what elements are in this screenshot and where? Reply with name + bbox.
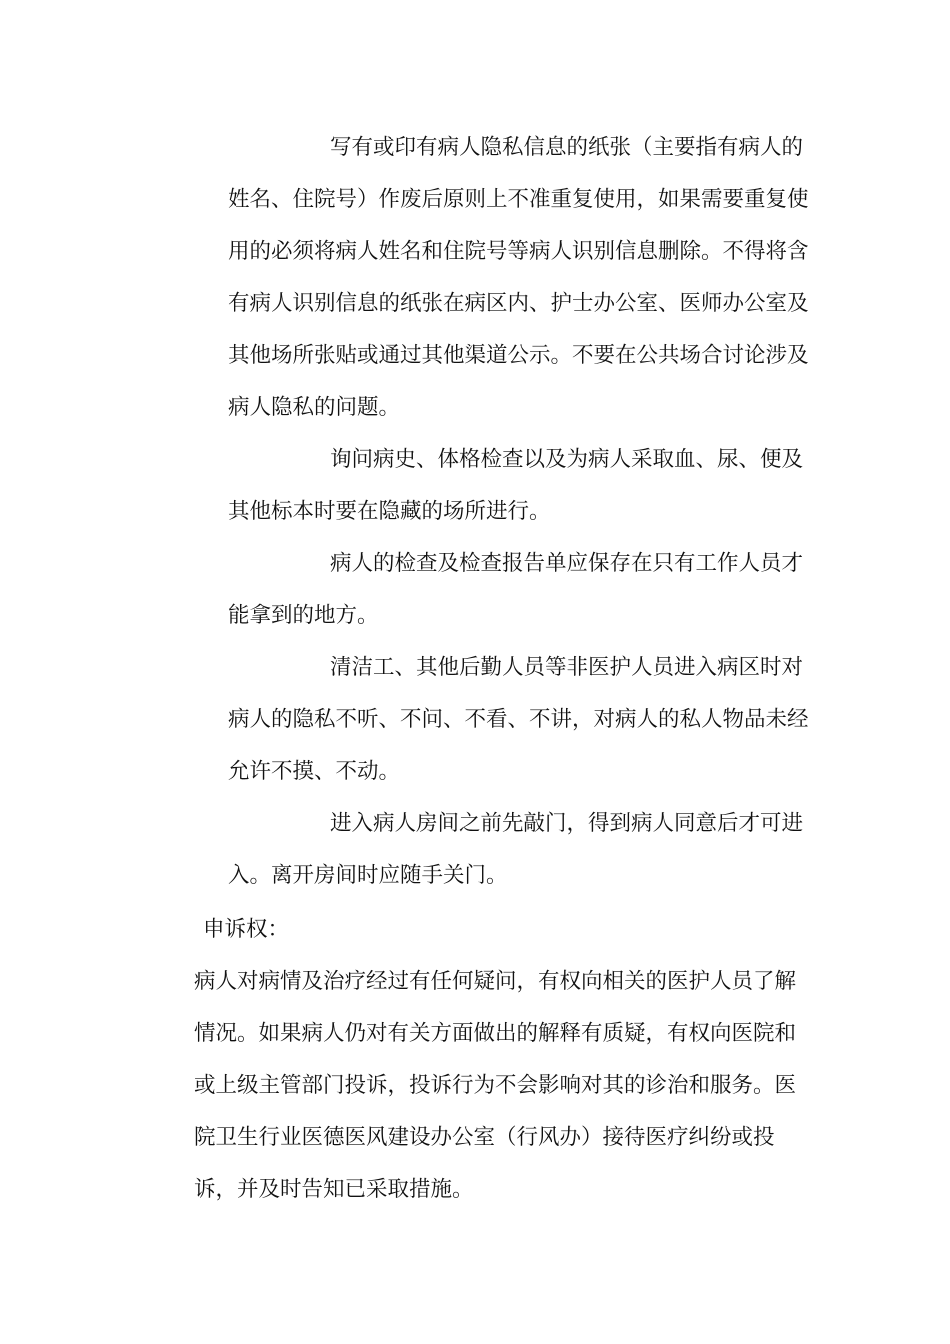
- privacy-rule-support-staff: 清洁工、其他后勤人员等非医护人员进入病区时对病人的隐私不听、不问、不看、不讲，对病人的私人物品未经允许不摸、不动。: [228, 655, 809, 784]
- privacy-rule-paper-records: 写有或印有病人隐私信息的纸张（主要指有病人的姓名、住院号）作废后原则上不准重复使用，如果需要重复使用的必须将病人姓名和住院号等病人识别信息删除。不得将含有病人识别信息的纸张在病区内、护士办公室、医师办公室及其他场所张贴或通过其他渠道公示。不要在公共场合讨论涉及病人隐私的问题。: [228, 135, 809, 420]
- appeal-heading: 申诉权：: [203, 917, 290, 942]
- privacy-rule-examination: 询问病史、体格检查以及为病人采取血、尿、便及其他标本时要在隐藏的场所进行。: [228, 447, 804, 524]
- privacy-rule-reports: 病人的检查及检查报告单应保存在只有工作人员才能拿到的地方。: [228, 551, 804, 628]
- privacy-rule-room-entry: 进入病人房间之前先敲门，得到病人同意后才可进入。离开房间时应随手关门。: [228, 811, 804, 888]
- privacy-rules-list: [228, 122, 818, 902]
- appeal-paragraph: 病人对病情及治疗经过有任何疑问，有权向相关的医护人员了解情况。如果病人仍对有关方面做出的解释有质疑，有权向医院和或上级主管部门投诉，投诉行为不会影响对其的诊治和服务。医院卫生行业医德医风建设办公室（行风办）接待医疗纠纷或投诉，并及时告知已采取措施。: [194, 969, 797, 1202]
